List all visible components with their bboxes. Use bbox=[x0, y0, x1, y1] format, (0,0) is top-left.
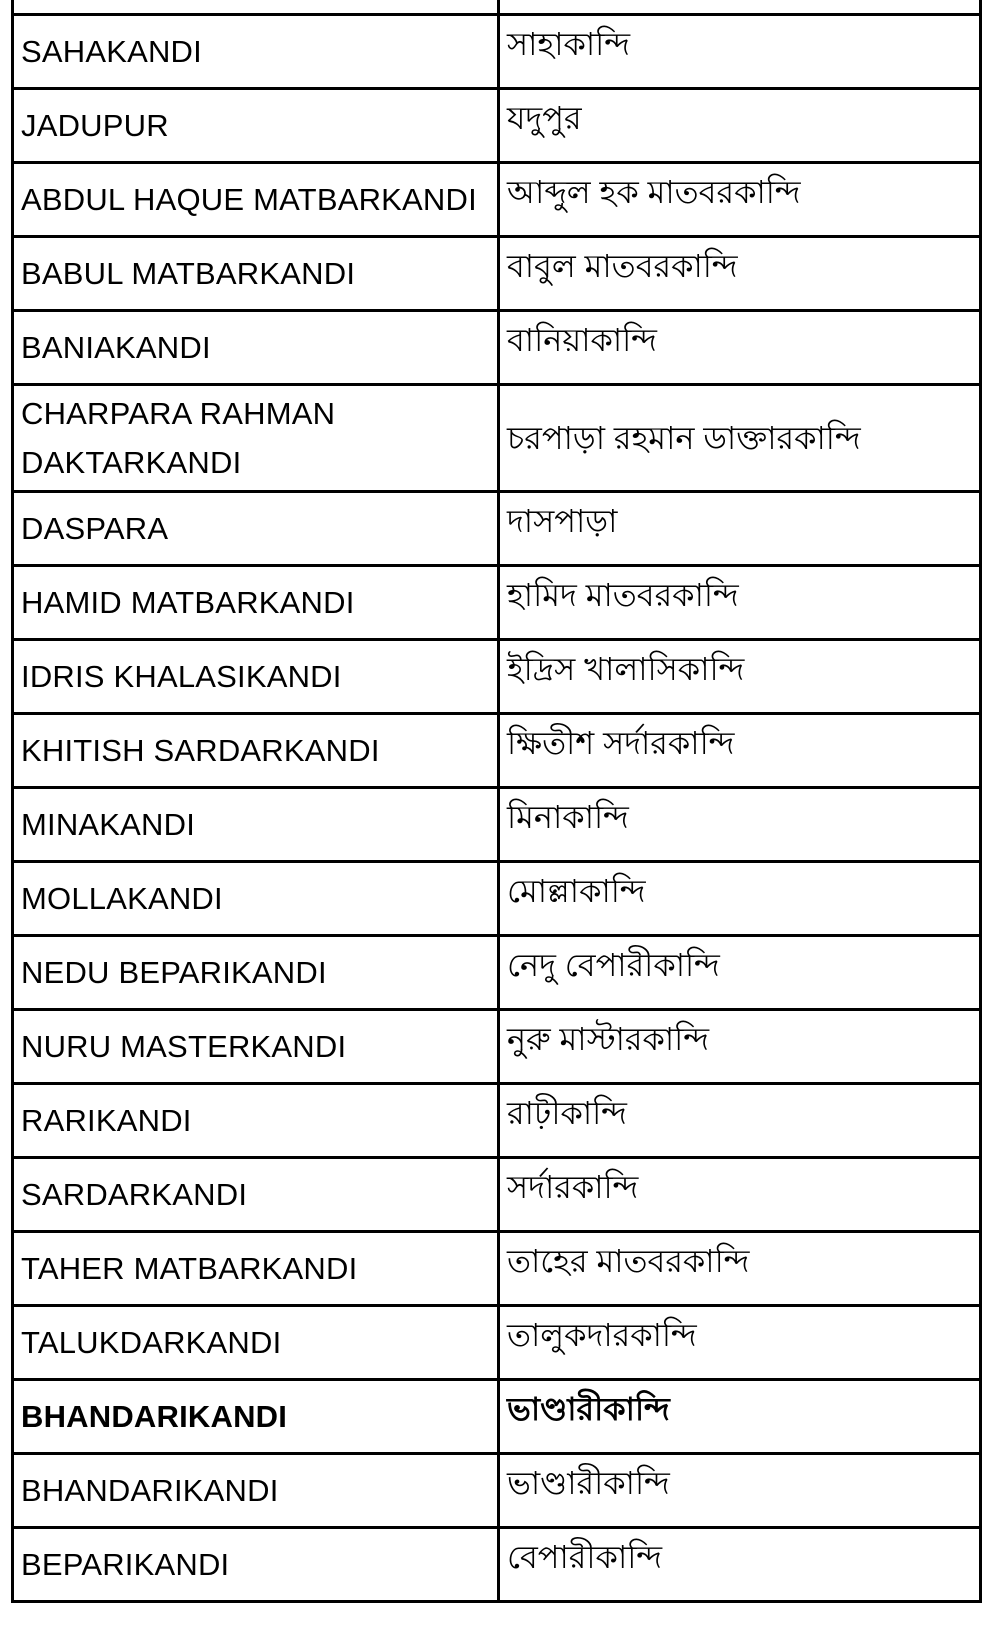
cell-bengali-name: ইদ্রিস খালাসিকান্দি bbox=[499, 640, 981, 714]
cell-bengali-name: রাঢ়ীকান্দি bbox=[499, 1084, 981, 1158]
cell-bengali-name: মোল্লাকান্দি bbox=[499, 862, 981, 936]
cell-bengali-name: বাবুল মাতবরকান্দি bbox=[499, 237, 981, 311]
cell-bengali-name: সাহাকান্দি bbox=[499, 15, 981, 89]
table-row bbox=[13, 89, 981, 163]
table-row bbox=[13, 385, 981, 492]
cell-bengali-name: ভাণ্ডারীকান্দি bbox=[499, 1454, 981, 1528]
cell-english-name: TAHER MATBARKANDI bbox=[13, 1232, 499, 1306]
table-row bbox=[13, 640, 981, 714]
table-row-highlighted bbox=[13, 1380, 981, 1454]
cell-english-name: RARIKANDI bbox=[13, 1084, 499, 1158]
table-row bbox=[13, 1454, 981, 1528]
cell-english-name: NEDU BEPARIKANDI bbox=[13, 936, 499, 1010]
table-row bbox=[13, 862, 981, 936]
cell-bengali-name: চরপাড়া রহমান ডাক্তারকান্দি bbox=[499, 385, 981, 492]
cell-bengali-name: আব্দুল হক মাতবরকান্দি bbox=[499, 163, 981, 237]
cell-bengali-name: ক্ষিতীশ সর্দারকান্দি bbox=[499, 714, 981, 788]
cell-english-name: DASPARA bbox=[13, 492, 499, 566]
cell-english-name: MINAKANDI bbox=[13, 788, 499, 862]
table-row bbox=[13, 311, 981, 385]
cell-bengali-name: দাসপাড়া bbox=[499, 492, 981, 566]
cell-bengali-name: নেদু বেপারীকান্দি bbox=[499, 936, 981, 1010]
cell-english-name: JADUPUR bbox=[13, 89, 499, 163]
cell-bengali-name: হামিদ মাতবরকান্দি bbox=[499, 566, 981, 640]
cell-bengali-name: তালুকদারকান্দি bbox=[499, 1306, 981, 1380]
table-row bbox=[13, 1158, 981, 1232]
cell-bengali-cut bbox=[499, 0, 981, 15]
table-row bbox=[13, 788, 981, 862]
table-row-cut-off bbox=[13, 0, 981, 15]
cell-english-name: HAMID MATBARKANDI bbox=[13, 566, 499, 640]
table-row bbox=[13, 1084, 981, 1158]
cell-bengali-name: যদুপুর bbox=[499, 89, 981, 163]
cell-bengali-name: বানিয়াকান্দি bbox=[499, 311, 981, 385]
cell-bengali-name: মিনাকান্দি bbox=[499, 788, 981, 862]
table-row bbox=[13, 237, 981, 311]
cell-bengali-name: তাহের মাতবরকান্দি bbox=[499, 1232, 981, 1306]
table-row bbox=[13, 15, 981, 89]
table-row bbox=[13, 1010, 981, 1084]
table-row bbox=[13, 1306, 981, 1380]
cell-bengali-name: নুরু মাস্টারকান্দি bbox=[499, 1010, 981, 1084]
cell-english-name: BEPARIKANDI bbox=[13, 1528, 499, 1602]
cell-english-name: BANIAKANDI bbox=[13, 311, 499, 385]
table-row bbox=[13, 714, 981, 788]
cell-english-name: BHANDARIKANDI bbox=[13, 1380, 499, 1454]
cell-english-name: ABDUL HAQUE MATBARKANDI bbox=[13, 163, 499, 237]
table-row bbox=[13, 1232, 981, 1306]
cell-english-cut bbox=[13, 0, 499, 15]
table-row bbox=[13, 1528, 981, 1602]
table-row bbox=[13, 492, 981, 566]
cell-english-name: BABUL MATBARKANDI bbox=[13, 237, 499, 311]
cell-english-name: SARDARKANDI bbox=[13, 1158, 499, 1232]
cell-english-name: SAHAKANDI bbox=[13, 15, 499, 89]
cell-english-name: KHITISH SARDARKANDI bbox=[13, 714, 499, 788]
cell-english-name: CHARPARA RAHMAN DAKTARKANDI bbox=[13, 385, 499, 492]
cell-english-name: IDRIS KHALASIKANDI bbox=[13, 640, 499, 714]
table-row bbox=[13, 566, 981, 640]
village-name-table-container bbox=[11, 0, 979, 1603]
cell-bengali-name: সর্দারকান্দি bbox=[499, 1158, 981, 1232]
table-row bbox=[13, 936, 981, 1010]
cell-english-name: BHANDARIKANDI bbox=[13, 1454, 499, 1528]
cell-bengali-name: ভাণ্ডারীকান্দি bbox=[499, 1380, 981, 1454]
table-row bbox=[13, 163, 981, 237]
village-name-table bbox=[11, 0, 982, 1603]
cell-bengali-name: বেপারীকান্দি bbox=[499, 1528, 981, 1602]
cell-english-name: TALUKDARKANDI bbox=[13, 1306, 499, 1380]
cell-english-name: MOLLAKANDI bbox=[13, 862, 499, 936]
cell-english-name: NURU MASTERKANDI bbox=[13, 1010, 499, 1084]
